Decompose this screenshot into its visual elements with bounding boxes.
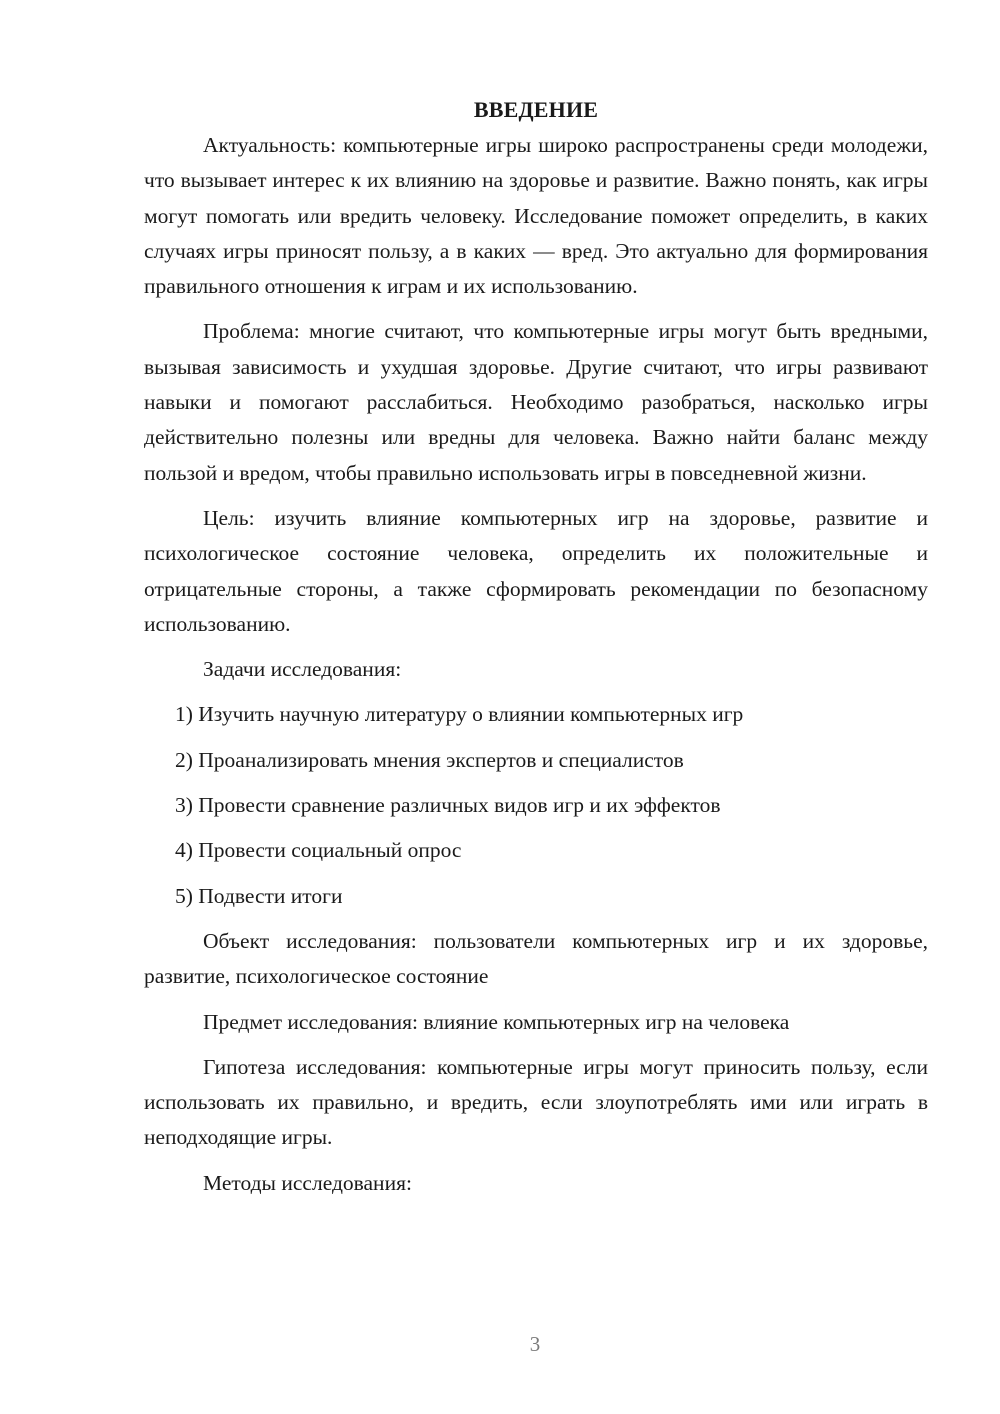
goal-paragraph: Цель: изучить влияние компьютерных игр на здоровье, развитие и психологическое состояние человека, определить их положительные и отрицательные стороны, а также сформировать рекомендации по безопасному использованию.: [144, 505, 928, 636]
list-item: 2) Проанализировать мнения экспертов и специалистов: [175, 747, 684, 772]
list-item: 4) Провести социальный опрос: [175, 838, 462, 863]
list-item: 5) Подвести итоги: [175, 883, 343, 908]
tasks-heading: Задачи исследования:: [203, 657, 402, 682]
object-paragraph: Объект исследования: пользователи компьютерных игр и их здоровье, развитие, психологическое состояние: [144, 928, 928, 989]
problem-paragraph: Проблема: многие считают, что компьютерные игры могут быть вредными, вызывая зависимость и ухудшая здоровье. Другие считают, что игры развивают навыки и помогают расслабиться. Необходимо разобраться, насколько игры действительно полезны или вредны для человека. Важно найти баланс между пользой и вредом, чтобы правильно использовать игры в повседневной жизни.: [144, 319, 928, 485]
list-item: 3) Провести сравнение различных видов игр и их эффектов: [175, 793, 721, 818]
list-item: 1) Изучить научную литературу о влиянии компьютерных игр: [175, 702, 744, 727]
section-title: ВВЕДЕНИЕ: [473, 97, 599, 122]
page-number: 3: [529, 1332, 541, 1356]
hypothesis-paragraph: Гипотеза исследования: компьютерные игры могут приносить пользу, если использовать их правильно, и вредить, если злоупотреблять ими или играть в неподходящие игры.: [144, 1054, 928, 1150]
methods-heading: Методы исследования:: [203, 1170, 412, 1195]
subject-paragraph: Предмет исследования: влияние компьютерных игр на человека: [203, 1009, 790, 1034]
tasks-list: [144, 697, 928, 913]
relevance-paragraph: Актуальность: компьютерные игры широко распространены среди молодежи, что вызывает интерес к их влиянию на здоровье и развитие. Важно понять, как игры могут помогать или вредить человеку. Исследование поможет определить, в каких случаях игры приносят пользу, а в каких — вред. Это актуально для формирования правильного отношения к играм и их использованию.: [144, 133, 928, 299]
document-page: [144, 92, 928, 1211]
